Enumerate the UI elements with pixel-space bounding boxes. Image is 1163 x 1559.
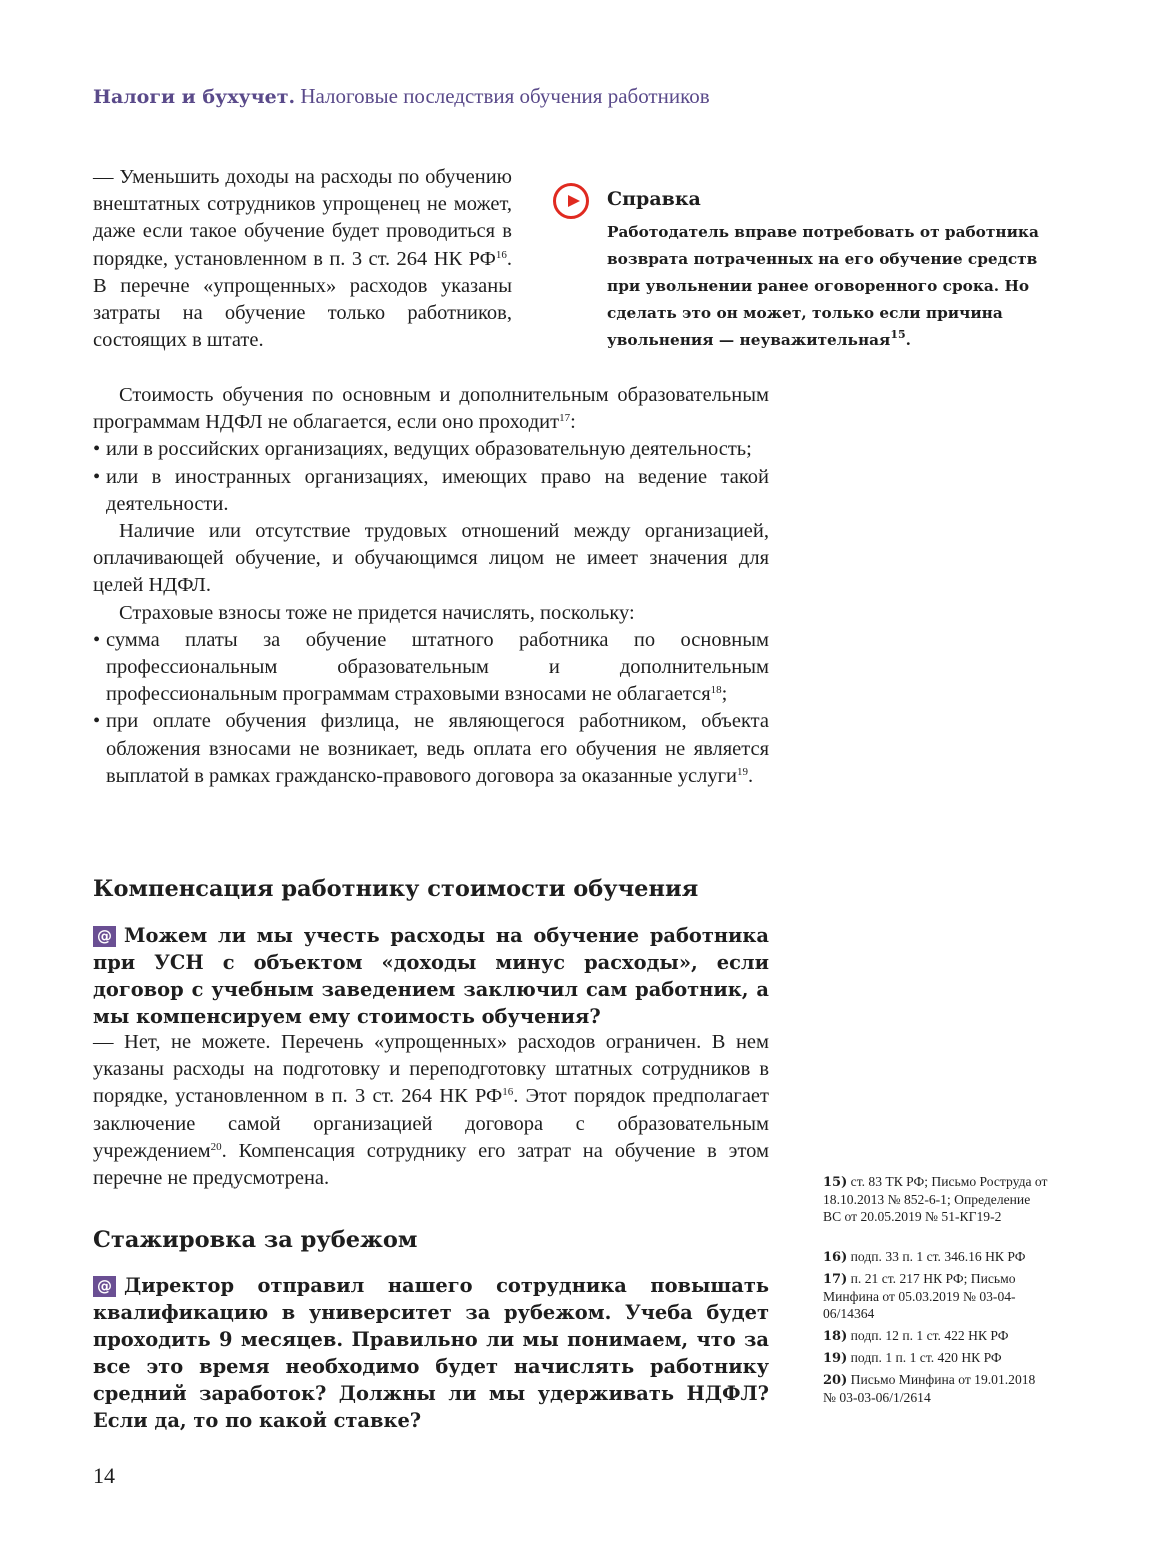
- footnote-ref[interactable]: 16: [502, 1086, 514, 1099]
- question-internship: @ Директор отправил нашего сотрудника повышать квалификацию в университет за рубежом. Учеба будет проходить 9 месяцев. Правильно ли мы понимаем, что за все это время необходимо будет начислять работнику средний заработок? Должны ли мы удерживать НДФЛ? Если да, то по какой ставке?: [93, 1274, 769, 1432]
- footnote-ref[interactable]: 15: [890, 328, 906, 341]
- section-heading-internship: Стажировка за рубежом: [93, 1227, 418, 1253]
- footnote: 18) подп. 12 п. 1 ст. 422 НК РФ: [823, 1328, 1009, 1344]
- section-heading-compensation: Компенсация работнику стоимости обучения: [93, 876, 699, 902]
- running-header: [93, 84, 710, 109]
- header-section: Налоги и бухучет.: [93, 86, 296, 108]
- callout-title: Справка: [607, 188, 701, 210]
- footnote-ref[interactable]: 18: [710, 684, 722, 697]
- list-item: • или в иностранных организациях, имеющих право на ведение такой деятельности.: [93, 464, 769, 518]
- paragraph: Стоимость обучения по основным и дополнительным образовательным программам НДФЛ не облагается, если оно проходит$^{17}$:: [93, 384, 769, 434]
- question-icon: @: [93, 1276, 116, 1297]
- footnote: 17) п. 21 ст. 217 НК РФ; Письмо Минфина от 05.03.2019 № 03-04-06/14364: [823, 1271, 1016, 1321]
- question-compensation: @ Можем ли мы учесть расходы на обучение работника при УСН с объектом «доходы минус расходы», если договор с учебным заведением заключил сам работник, а мы компенсируем ему стоимость обучения?: [93, 924, 769, 1028]
- question-icon: @: [93, 926, 116, 947]
- footnote-ref[interactable]: 20: [210, 1140, 222, 1153]
- footnote: 20) Письмо Минфина от 19.01.2018 № 03-03-06/1/2614: [823, 1372, 1036, 1405]
- footnote: 15) ст. 83 ТК РФ; Письмо Роструда от 18.10.2013 № 852-6-1; Определение ВС от 20.05.2019 № 51-КГ19-2: [823, 1174, 1048, 1224]
- body-text: [93, 382, 769, 790]
- paragraph: Наличие или отсутствие трудовых отношений между организацией, оплачивающей обучение, и обучающимся лицом не имеет значения для целей НДФЛ.: [93, 520, 769, 597]
- answer-compensation: — Нет, не можете. Перечень «упрощенных» расходов ограничен. В нем указаны расходы на подготовку и переподготовку штатных сотрудников в порядке, установленном в п. 3 ст. 264 НК РФ$^{16}$. Этот порядок предполагает заключение самой организацией договора с образовательным учреждением$^{20}$. Компенсация сотруднику его затрат на обучение в этом перечне не предусмотрена.: [93, 1031, 769, 1190]
- callout-text: Работодатель вправе потребовать от работника возврата потраченных на его обучение средств при увольнении ранее оговоренного срока. Но сделать это он может, только если причина увольнения — неуважительная$^{15}$.: [607, 223, 1039, 349]
- list-item: • или в российских организациях, ведущих образовательную деятельность;: [93, 436, 769, 463]
- list-item: • при оплате обучения физлица, не являющегося работником, объекта обложения взносами не возникает, ведь оплата его обучения не является выплатой в рамках гражданско-правового договора за оказанные услуги$^{19}$.: [93, 708, 769, 790]
- footnote-ref[interactable]: 19: [736, 765, 748, 778]
- intro-paragraph: — Уменьшить доходы на расходы по обучению внештатных сотрудников упрощенец не может, даже если такое обучение будет проводиться в порядке, установленном в п. 3 ст. 264 НК РФ$^{16}$. В перечне «упрощенных» расходов указаны затраты на обучение только работников, состоящих в штате.: [93, 166, 512, 352]
- footnote: 16) подп. 33 п. 1 ст. 346.16 НК РФ: [823, 1249, 1026, 1265]
- footnote-ref[interactable]: 17: [559, 412, 571, 425]
- footnote: 19) подп. 1 п. 1 ст. 420 НК РФ: [823, 1350, 1002, 1366]
- list-item: • сумма платы за обучение штатного работника по основным профессиональным образовательным и дополнительным профессиональным программам страховыми взносами не облагается$^{18}$;: [93, 627, 769, 709]
- header-title: Налоговые последствия обучения работников: [300, 84, 710, 108]
- page-number: 14: [93, 1463, 115, 1488]
- paragraph: Страховые взносы тоже не придется начислять, поскольку:: [119, 601, 635, 624]
- footnote-ref[interactable]: 16: [495, 248, 507, 261]
- play-icon: [553, 183, 589, 219]
